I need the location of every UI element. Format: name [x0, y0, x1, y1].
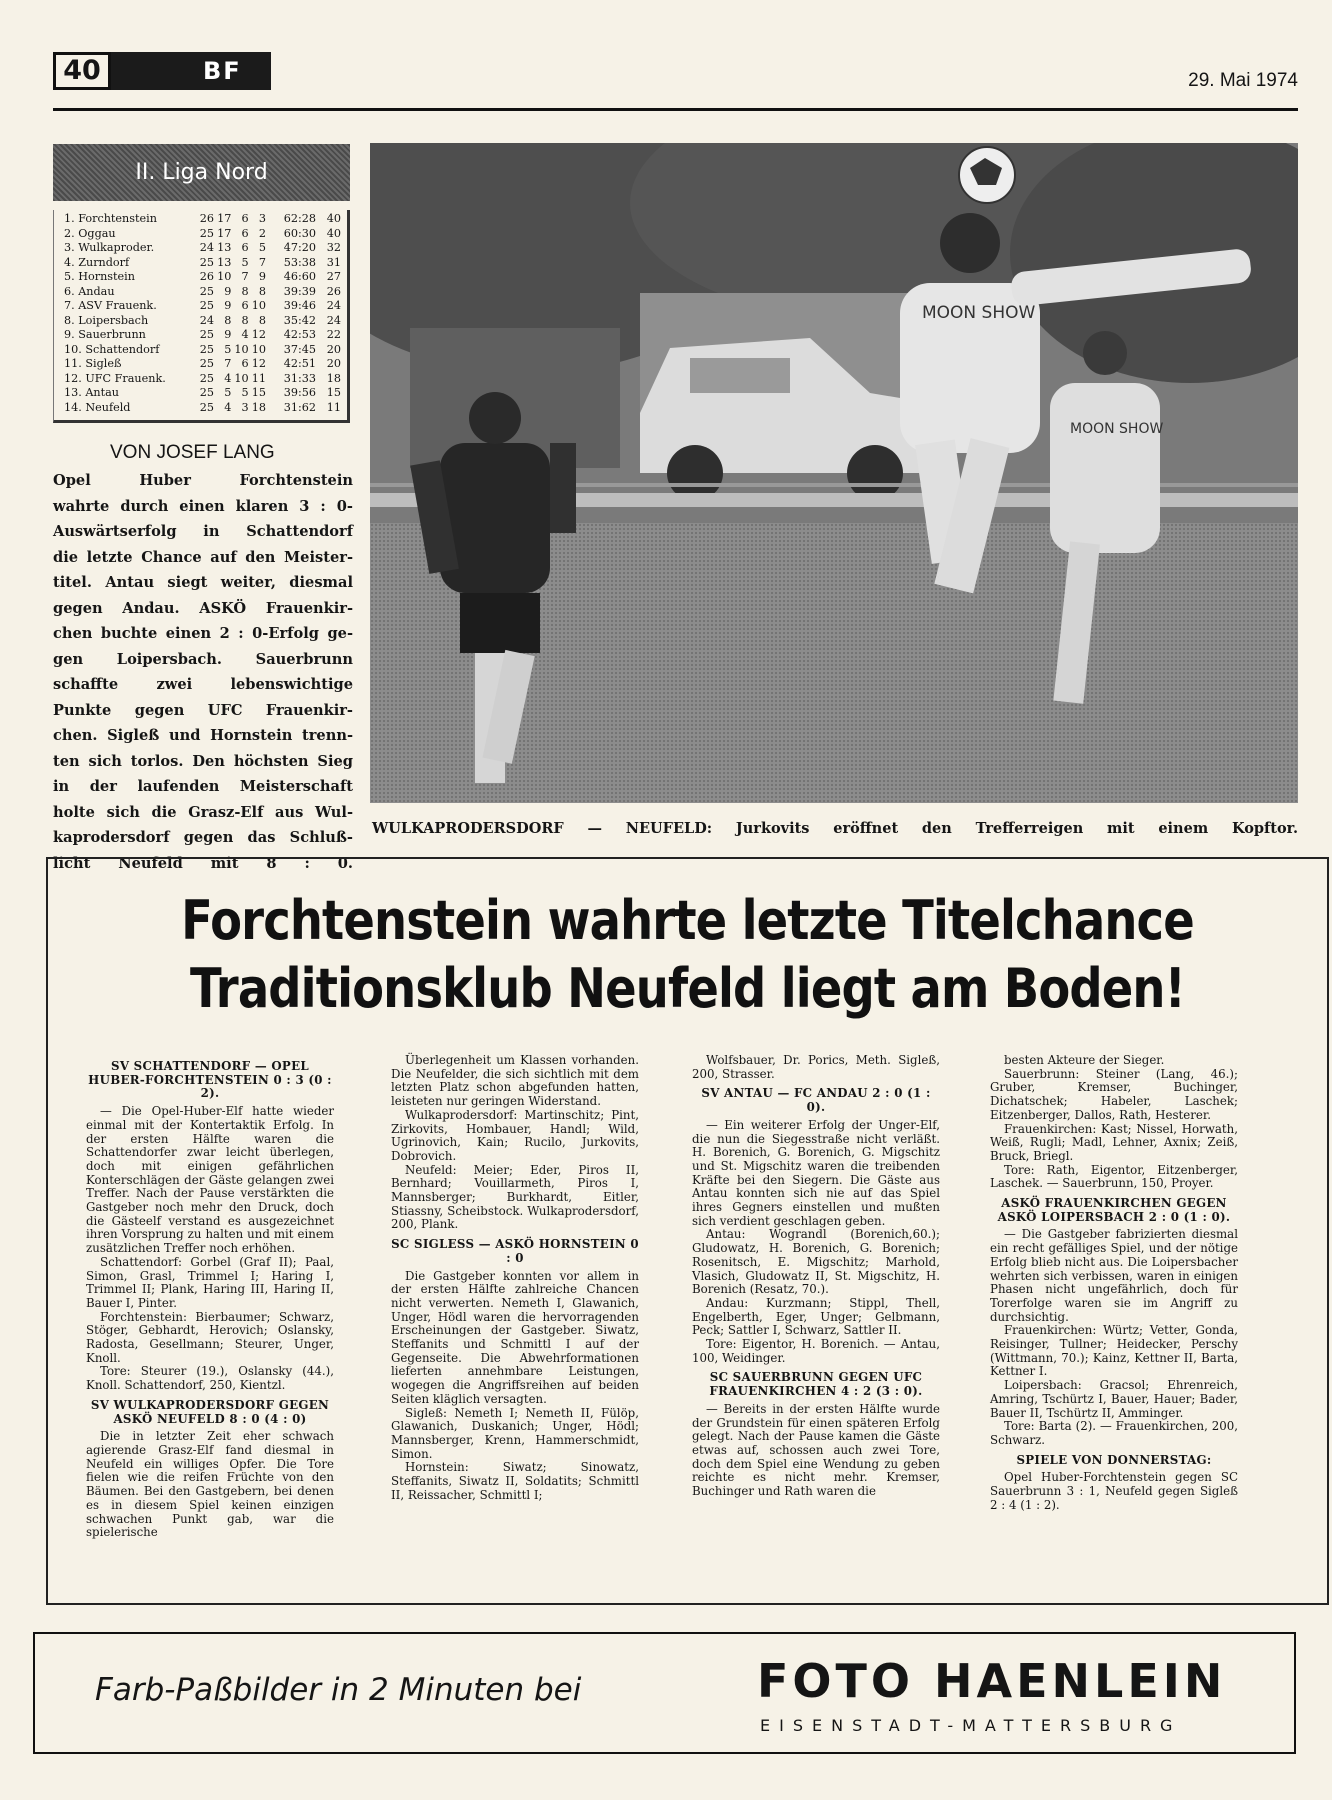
match-photo	[370, 143, 1298, 803]
article-paragraph: Frauenkirchen: Würtz; Vetter, Gonda, Reisinger, Tullner; Heidecker, Perschy (Wittmann, 70.); Kainz, Kettner II, Barta, Kettner I.	[990, 1323, 1238, 1379]
match-heading: SPIELE VON DONNERSTAG:	[1016, 1452, 1212, 1467]
intro-line: gegen Andau. ASKÖ Frauenkir-	[53, 599, 353, 617]
article-paragraph: Wulkaprodersdorf: Martinschitz; Pint, Zirkovits, Hombauer, Handl; Wild, Ugrinovich, Kain; Rucilo, Jurkovits, Dobrovich.	[391, 1107, 639, 1163]
article-paragraph: Tore: Barta (2). — Frauenkirchen, 200, Schwarz.	[990, 1419, 1238, 1447]
advertisement	[33, 1632, 1296, 1754]
match-heading: SV WULKAPRODERSDORF GEGEN ASKÖ NEUFELD 8 : 0 (4 : 0)	[90, 1397, 330, 1426]
league-cell-tore: 39:56	[283, 386, 316, 399]
intro-line: licht Neufeld mit 8 : 0.	[53, 854, 353, 872]
league-row	[64, 299, 341, 314]
league-cell-sp: 25	[199, 400, 215, 414]
league-cell-pkt: 24	[326, 313, 341, 327]
article-paragraph: Tore: Eigentor, H. Borenich. — Antau, 100, Weidinger.	[692, 1337, 940, 1365]
article-box	[46, 857, 1329, 1605]
league-cell-l: 8	[258, 313, 266, 327]
league-cell-sp: 24	[199, 241, 215, 254]
league-cell-pkt: 20	[326, 357, 341, 370]
league-cell-pos: 8. Loipersbach	[64, 313, 149, 327]
league-cell-pos: 3. Wulkaproder.	[64, 241, 155, 254]
intro-line: ten sich torlos. Den höchsten Sieg	[53, 752, 353, 770]
league-cell-sp: 25	[199, 328, 215, 341]
league-cell-l: 10	[251, 299, 266, 312]
league-table	[53, 210, 350, 423]
shirt-text: MOON SHOW	[922, 303, 1036, 323]
league-cell-sp: 25	[199, 371, 215, 385]
league-cell-pos: 13. Antau	[64, 386, 120, 399]
article-paragraph: — Ein weiterer Erfolg der Unger-Elf, die nun die Siegesstraße nicht verläßt. H. Borenich, G. Borenich, G. Migschitz und St. Migschitz waren die treibenden Kräfte bei den Siegern. Die Gäste aus Antau konnten sich nie auf das Spiel ihres Gegners einstellen und mußten sich verdient geschlagen geben.	[692, 1117, 940, 1228]
league-cell-sp: 26	[199, 270, 215, 283]
league-cell-l: 7	[258, 255, 266, 269]
league-cell-pkt: 40	[326, 226, 341, 240]
league-cell-pkt: 24	[326, 299, 341, 312]
league-cell-d: 5	[241, 386, 249, 399]
league-cell-d: 6	[241, 226, 249, 240]
intro-line: chen. Sigleß und Hornstein trenn-	[53, 727, 353, 744]
league-cell-w: 13	[217, 255, 232, 269]
league-title: II. Liga Nord	[53, 144, 350, 201]
league-cell-d: 6	[241, 299, 249, 312]
league-row	[64, 357, 341, 372]
article-column-3	[692, 1054, 940, 1499]
league-cell-pos: 14. Neufeld	[64, 400, 131, 414]
league-cell-d: 5	[241, 255, 249, 269]
league-cell-tore: 35:42	[283, 313, 316, 327]
league-cell-tore: 31:33	[283, 371, 316, 385]
article-paragraph: Überlegenheit um Klassen vorhanden. Die Neufelder, die sich sichtlich mit dem letzten Platz schon abgefunden hatten, leisteten nur geringen Widerstand.	[391, 1053, 639, 1109]
article-paragraph: Sigleß: Nemeth I; Nemeth II, Fülöp, Glawanich, Duskanich; Unger, Hödl; Mannsberger, Krenn, Hammerschmidt, Simon.	[391, 1405, 639, 1461]
ad-brand: FOTO HAENLEIN	[757, 1654, 1227, 1708]
league-cell-l: 12	[251, 357, 266, 370]
article-paragraph: — Bereits in der ersten Hälfte wurde der Grundstein für einen späteren Erfolg gelegt. Nach der Pause kamen die Gäste etwas auf, schossen auch zwei Tore, doch dem Spiel eine Wendung zu geben reichte es nicht mehr. Kremser, Buchinger und Rath waren die	[692, 1401, 940, 1499]
league-cell-l: 10	[251, 342, 266, 356]
league-cell-pkt: 27	[326, 270, 341, 283]
article-paragraph: Andau: Kurzmann; Stippl, Thell, Engelberth, Eger, Unger; Gelbmann, Peck; Sattler I, Schwarz, Sattler II.	[692, 1295, 940, 1338]
headline-1: Forchtenstein wahrte letzte Titelchance	[181, 889, 1194, 952]
league-cell-l: 9	[258, 270, 266, 283]
intro-line: Auswärtserfolg in Schattendorf	[53, 523, 353, 540]
article-paragraph: Forchtenstein: Bierbaumer; Schwarz, Stöger, Gebhardt, Herovich; Oslansky, Radosta, Gesellmann; Steurer, Unger, Knoll.	[86, 1309, 334, 1365]
header-rule	[53, 108, 1298, 111]
league-cell-w: 9	[224, 328, 232, 341]
league-cell-pkt: 32	[326, 241, 341, 254]
league-cell-w: 5	[224, 342, 232, 356]
match-heading: SV ANTAU — FC ANDAU 2 : 0 (1 : 0).	[701, 1086, 931, 1115]
intro-line: kaprodersdorf gegen das Schluß-	[53, 829, 353, 846]
league-row	[64, 212, 341, 227]
league-cell-l: 11	[251, 371, 266, 385]
league-cell-w: 9	[224, 299, 232, 312]
league-cell-sp: 26	[199, 212, 215, 225]
league-cell-pos: 12. UFC Frauenk.	[64, 371, 166, 385]
article-paragraph: Frauenkirchen: Kast; Nissel, Horwath, Weiß, Rugli; Madl, Lehner, Axnix; Zeiß, Bruck, Briegl.	[990, 1121, 1238, 1163]
league-cell-pkt: 20	[326, 342, 341, 356]
league-cell-l: 3	[258, 212, 266, 225]
league-cell-l: 2	[258, 226, 266, 240]
article-paragraph: Neufeld: Meier; Eder, Piros II, Bernhard; Vouillarmeth, Piros I, Mannsberger; Burkhardt, Eitler, Stiassny, Scheibstock. Wulkaprodersdorf, 200, Plank.	[391, 1162, 639, 1232]
league-row	[64, 241, 341, 256]
league-cell-l: 18	[251, 400, 266, 414]
article-paragraph: Die Gastgeber konnten vor allem in der ersten Hälfte zahlreiche Chancen nicht verwerten. Nemeth I, Glawanich, Unger, Hödl waren die hervorragenden Erscheinungen der Gastgeber. Siwatz, Steffanits und Schmittl I auf der Gegenseite. Die Abwehrformationen lieferten annehmbare Leistungen, wogegen die Angriffsreihen auf beiden Seiten kläglich versagten.	[391, 1268, 639, 1406]
league-cell-w: 17	[217, 226, 232, 240]
issue-date: 29. Mai 1974	[1188, 70, 1298, 91]
league-cell-pkt: 40	[326, 212, 341, 225]
article-paragraph: Die in letzter Zeit eher schwach agierende Grasz-Elf fand diesmal in Neufeld ein williges Opfer. Die Tore fielen wie die reifen Früchte von den Bäumen. Bei den Gastgebern, bei denen es in diesem Spiel keinen einzigen schwachen Punkt gab, war die spielerische	[86, 1429, 334, 1540]
league-row	[64, 328, 341, 343]
league-cell-pkt: 11	[326, 400, 341, 414]
photo-caption: WULKAPRODERSDORF — NEUFELD: Jurkovits eröffnet den Trefferreigen mit einem Kopftor.	[372, 820, 1298, 837]
article-column-4	[990, 1054, 1238, 1513]
ad-location: EISENSTADT-MATTERSBURG	[760, 1716, 1182, 1735]
league-cell-w: 17	[217, 212, 232, 225]
article-paragraph: — Die Gastgeber fabrizierten diesmal ein recht gefälliges Spiel, und der nötige Erfolg blieb nicht aus. Die Loipersbacher wehrten sich verbissen, waren in einigen Phasen nicht ungefährlich, doch für Torerfolge waren sie im Angriff zu durchsichtig.	[990, 1227, 1238, 1324]
league-cell-sp: 25	[199, 284, 215, 298]
league-cell-d: 6	[241, 212, 249, 225]
article-paragraph: Tore: Rath, Eigentor, Eitzenberger, Laschek. — Sauerbrunn, 150, Proyer.	[990, 1162, 1238, 1191]
league-row	[64, 386, 341, 401]
league-cell-d: 7	[241, 270, 249, 283]
league-cell-pos: 6. Andau	[64, 284, 115, 298]
intro-line: gen Loipersbach. Sauerbrunn	[53, 650, 353, 668]
match-photo-illustration	[370, 143, 1298, 803]
article-paragraph: Hornstein: Siwatz; Sinowatz, Steffanits, Siwatz II, Soldatits; Schmittl II, Reissacher, Schmittl I;	[391, 1460, 639, 1502]
intro-line: titel. Antau siegt weiter, diesmal	[53, 574, 353, 591]
league-cell-w: 5	[224, 386, 232, 399]
league-row	[64, 227, 341, 242]
intro-text	[53, 468, 353, 876]
article-paragraph: Opel Huber-Forchtenstein gegen SC Sauerbrunn 3 : 1, Neufeld gegen Sigleß 2 : 4 (1 : 2).	[990, 1470, 1238, 1512]
league-cell-pos: 4. Zurndorf	[64, 255, 130, 269]
league-cell-d: 8	[241, 284, 249, 298]
league-cell-pos: 10. Schattendorf	[64, 342, 160, 356]
league-cell-d: 8	[241, 313, 249, 327]
league-row	[64, 343, 341, 358]
league-cell-sp: 25	[199, 386, 215, 399]
article-column-2	[391, 1054, 639, 1503]
intro-line: holte sich die Grasz-Elf aus Wul-	[53, 803, 353, 821]
page-number: 40	[53, 52, 111, 90]
league-cell-tore: 37:45	[283, 342, 316, 356]
league-cell-tore: 53:38	[283, 255, 316, 269]
league-cell-l: 12	[251, 328, 266, 341]
league-cell-pos: 1. Forchtenstein	[64, 212, 157, 225]
league-row	[64, 285, 341, 300]
league-cell-tore: 31:62	[283, 400, 316, 414]
league-cell-pos: 7. ASV Frauenk.	[64, 299, 157, 312]
league-cell-d: 6	[241, 241, 249, 254]
league-cell-sp: 24	[199, 313, 215, 327]
article-paragraph: Wolfsbauer, Dr. Porics, Meth. Sigleß, 200, Strasser.	[692, 1053, 940, 1081]
league-row	[64, 314, 341, 329]
match-heading: SC SIGLESS — ASKÖ HORNSTEIN 0 : 0	[391, 1237, 639, 1265]
article-paragraph: Antau: Wograndl (Borenich,60.); Gludowatz, H. Borenich, G. Borenich; Rosenitsch, E. Migschitz; Marhold, Vlasich, Gludowatz II, St. Migschitz, H. Borenich (Resatz, 70.).	[692, 1227, 940, 1297]
league-row	[64, 270, 341, 285]
article-column-1	[86, 1054, 334, 1540]
intro-line: wahrte durch einen klaren 3 : 0-	[53, 497, 353, 515]
league-cell-l: 15	[251, 386, 266, 399]
ad-tagline: Farb-Paßbilder in 2 Minuten bei	[95, 1672, 582, 1708]
league-cell-w: 10	[217, 270, 232, 283]
league-cell-pos: 5. Hornstein	[64, 270, 135, 283]
intro-line: Opel Huber Forchtenstein	[53, 472, 353, 489]
author-byline: VON JOSEF LANG	[110, 442, 275, 463]
league-cell-pos: 11. Sigleß	[64, 357, 122, 370]
league-cell-d: 3	[241, 400, 249, 414]
league-cell-d: 4	[241, 328, 249, 341]
league-row	[64, 401, 341, 416]
league-cell-tore: 62:28	[283, 212, 316, 225]
section-label: BF	[111, 52, 271, 90]
shirt-text-2: MOON SHOW	[1070, 421, 1164, 437]
league-cell-tore: 47:20	[283, 241, 316, 254]
league-cell-l: 5	[258, 241, 266, 254]
league-cell-pkt: 22	[326, 328, 341, 341]
league-row	[64, 256, 341, 271]
league-cell-tore: 42:51	[283, 357, 316, 370]
article-paragraph: Tore: Steurer (19.), Oslansky (44.), Knoll. Schattendorf, 250, Kientzl.	[86, 1364, 334, 1393]
league-cell-l: 8	[258, 284, 266, 298]
league-cell-sp: 25	[199, 342, 215, 356]
league-cell-pkt: 31	[326, 255, 341, 269]
intro-line: schaffte zwei lebenswichtige	[53, 676, 353, 693]
league-cell-tore: 46:60	[283, 270, 316, 283]
intro-line: chen buchte einen 2 : 0-Erfolg ge-	[53, 625, 353, 642]
league-cell-d: 6	[241, 357, 249, 370]
league-cell-pkt: 15	[326, 386, 341, 399]
league-cell-d: 10	[234, 342, 249, 356]
match-heading: SC SAUERBRUNN GEGEN UFC FRAUENKIRCHEN 4 : 2 (3 : 0).	[709, 1370, 923, 1399]
league-cell-sp: 25	[199, 255, 215, 269]
league-cell-d: 10	[234, 371, 249, 385]
league-cell-sp: 25	[199, 226, 215, 240]
league-cell-tore: 39:39	[283, 284, 316, 298]
article-paragraph: — Die Opel-Huber-Elf hatte wieder einmal mit der Kontertaktik Erfolg. In der ersten Hälfte waren die Schattendorfer zwar leicht überlegen, doch mit einigen gefährlichen Konterschlägen der Gäste gelangen zwei Treffer. Nach der Pause verstärkten die Gastgeber noch mehr den Druck, doch die Gästeelf verstand es ausgezeichnet ihren Vorsprung zu halten und mit einem zusätzlichen Treffer noch erhöhen.	[86, 1104, 334, 1256]
article-paragraph: Sauerbrunn: Steiner (Lang, 46.); Gruber, Kremser, Buchinger, Dichatschek; Habeler, Laschek; Eitzenberger, Dallos, Rath, Hesterer.	[990, 1066, 1238, 1122]
intro-line: in der laufenden Meisterschaft	[53, 778, 353, 795]
league-cell-pos: 2. Oggau	[64, 226, 116, 240]
league-cell-w: 8	[224, 313, 232, 327]
league-cell-w: 7	[224, 357, 232, 370]
league-cell-w: 13	[217, 241, 232, 254]
league-cell-pkt: 26	[326, 284, 341, 298]
league-cell-w: 4	[224, 371, 232, 385]
match-heading: SV SCHATTENDORF — OPEL HUBER-FORCHTENSTEIN 0 : 3 (0 : 2).	[88, 1059, 332, 1101]
league-cell-pos: 9. Sauerbrunn	[64, 328, 146, 341]
intro-line: Punkte gegen UFC Frauenkir-	[53, 701, 353, 719]
intro-line: die letzte Chance auf den Meister-	[53, 548, 353, 566]
league-cell-pkt: 18	[326, 371, 341, 385]
article-paragraph: Schattendorf: Gorbel (Graf II); Paal, Simon, Grasl, Trimmel I; Haring I, Trimmel II; Plank, Haring III, Haring II, Bauer I, Pinter.	[86, 1254, 334, 1310]
league-cell-w: 4	[224, 400, 232, 414]
league-row	[64, 372, 341, 387]
match-heading: ASKÖ FRAUENKIRCHEN GEGEN ASKÖ LOIPERSBACH 2 : 0 (1 : 0).	[997, 1196, 1231, 1224]
article-paragraph: besten Akteure der Sieger.	[1004, 1053, 1165, 1067]
article-paragraph: Loipersbach: Gracsol; Ehrenreich, Amring, Tschürtz I, Bauer, Hauer; Bader, Bauer II, Tschürtz II, Amminger.	[990, 1378, 1238, 1420]
league-cell-sp: 25	[199, 357, 215, 370]
league-cell-sp: 25	[199, 299, 215, 312]
league-cell-tore: 39:46	[283, 299, 316, 312]
league-cell-tore: 42:53	[283, 328, 316, 341]
league-cell-tore: 60:30	[283, 226, 316, 240]
headline-2: Traditionsklub Neufeld liegt am Boden!	[190, 957, 1185, 1020]
league-cell-w: 9	[224, 284, 232, 298]
